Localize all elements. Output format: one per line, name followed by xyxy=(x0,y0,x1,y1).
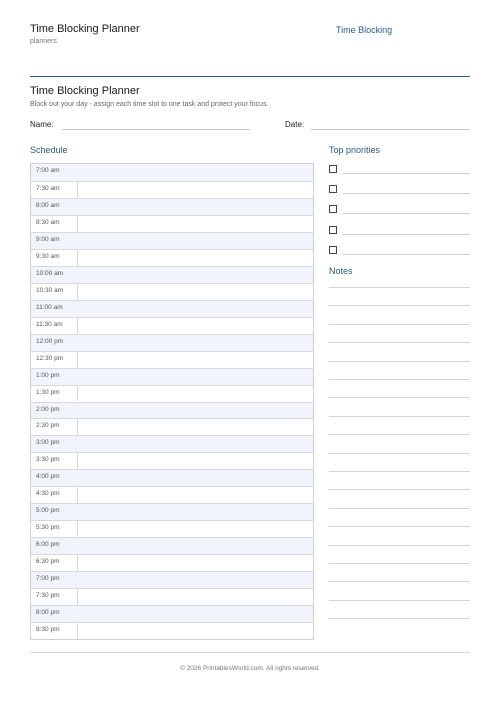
priorities-title: Top priorities xyxy=(329,145,381,155)
slot-time: 5:00 pm xyxy=(36,507,60,515)
schedule-slot[interactable] xyxy=(31,215,313,232)
schedule-slot[interactable] xyxy=(31,503,313,520)
schedule-grid xyxy=(30,163,314,640)
notes-line[interactable] xyxy=(329,379,470,380)
notes-line[interactable] xyxy=(329,342,470,343)
priority-checkbox[interactable] xyxy=(329,246,337,254)
slot-time: 8:30 am xyxy=(36,218,60,226)
schedule-slot[interactable] xyxy=(31,351,313,368)
slot-divider xyxy=(77,623,78,639)
slot-time: 3:00 pm xyxy=(36,439,60,447)
schedule-slot[interactable] xyxy=(31,435,313,452)
date-field-line[interactable] xyxy=(311,129,470,130)
notes-line[interactable] xyxy=(329,453,470,454)
schedule-slot[interactable] xyxy=(31,300,313,317)
schedule-slot[interactable] xyxy=(31,571,313,588)
slot-time: 11:00 am xyxy=(36,303,63,311)
priority-checkbox[interactable] xyxy=(329,205,337,213)
slot-time: 7:00 pm xyxy=(36,575,60,583)
schedule-slot[interactable] xyxy=(31,520,313,537)
slot-time: 4:00 pm xyxy=(36,473,60,481)
notes-line[interactable] xyxy=(329,563,470,564)
notes-line[interactable] xyxy=(329,287,470,288)
notes-line[interactable] xyxy=(329,361,470,362)
slot-time: 9:30 am xyxy=(36,252,60,260)
date-label: Date: xyxy=(285,120,305,129)
priority-line[interactable] xyxy=(343,193,470,194)
notes-line[interactable] xyxy=(329,324,470,325)
schedule-slot[interactable] xyxy=(31,486,313,503)
schedule-slot[interactable] xyxy=(31,452,313,469)
name-field-line[interactable] xyxy=(62,129,250,130)
schedule-slot[interactable] xyxy=(31,249,313,266)
priority-line[interactable] xyxy=(343,254,470,255)
slot-time: 7:30 am xyxy=(36,184,60,192)
slot-time: 10:00 am xyxy=(36,269,64,277)
schedule-slot[interactable] xyxy=(31,554,313,571)
slot-divider xyxy=(77,521,78,537)
slot-divider xyxy=(77,555,78,571)
schedule-slot[interactable] xyxy=(31,622,313,639)
slot-time: 8:30 pm xyxy=(36,626,60,634)
slot-divider xyxy=(77,352,78,368)
slot-divider xyxy=(77,487,78,503)
slot-time: 8:00 am xyxy=(36,201,60,209)
schedule-slot[interactable] xyxy=(31,368,313,385)
schedule-slot[interactable] xyxy=(31,164,313,181)
slot-time: 3:30 pm xyxy=(36,456,60,464)
notes-line[interactable] xyxy=(329,305,470,306)
schedule-slot[interactable] xyxy=(31,181,313,198)
name-label: Name: xyxy=(30,120,54,129)
slot-time: 1:00 pm xyxy=(36,371,60,379)
slot-time: 8:00 pm xyxy=(36,609,60,617)
schedule-slot[interactable] xyxy=(31,198,313,215)
notes-line[interactable] xyxy=(329,581,470,582)
schedule-slot[interactable] xyxy=(31,469,313,486)
slot-divider xyxy=(77,589,78,605)
notes-line[interactable] xyxy=(329,618,470,619)
slot-time: 5:30 pm xyxy=(36,524,60,532)
page-description: Block out your day - assign each time slot to one task and protect your focus. xyxy=(30,101,269,108)
slot-time: 12:00 pm xyxy=(36,337,64,345)
slot-time: 7:30 pm xyxy=(36,592,60,600)
notes-line[interactable] xyxy=(329,600,470,601)
slot-time: 1:30 pm xyxy=(36,388,60,396)
priority-checkbox[interactable] xyxy=(329,226,337,234)
slot-time: 7:00 am xyxy=(36,167,60,174)
slot-time: 11:30 am xyxy=(36,320,63,328)
priority-checkbox[interactable] xyxy=(329,185,337,193)
schedule-slot[interactable] xyxy=(31,537,313,554)
page-title: Time Blocking Planner xyxy=(30,85,140,97)
slot-time: 10:30 am xyxy=(36,286,64,294)
footer-copyright: © 2026 PrintablesWorld.com. All rights reserved. xyxy=(180,665,320,672)
notes-line[interactable] xyxy=(329,545,470,546)
priority-line[interactable] xyxy=(343,173,470,174)
schedule-slot[interactable] xyxy=(31,385,313,402)
slot-time: 9:00 am xyxy=(36,235,60,243)
slot-time: 6:00 pm xyxy=(36,541,60,549)
notes-line[interactable] xyxy=(329,508,470,509)
slot-time: 12:30 pm xyxy=(36,354,64,362)
header-divider xyxy=(30,76,470,77)
schedule-title: Schedule xyxy=(30,145,68,155)
slot-time: 4:30 pm xyxy=(36,490,60,498)
notes-title: Notes xyxy=(329,266,353,276)
slot-divider xyxy=(77,419,78,435)
schedule-slot[interactable] xyxy=(31,334,313,351)
notes-line[interactable] xyxy=(329,489,470,490)
header-title: Time Blocking Planner xyxy=(30,23,140,35)
notes-line[interactable] xyxy=(329,526,470,527)
schedule-slot[interactable] xyxy=(31,283,313,300)
priority-checkbox[interactable] xyxy=(329,165,337,173)
notes-line[interactable] xyxy=(329,471,470,472)
slot-divider xyxy=(77,318,78,334)
notes-line[interactable] xyxy=(329,416,470,417)
schedule-slot[interactable] xyxy=(31,418,313,435)
priority-line[interactable] xyxy=(343,213,470,214)
slot-divider xyxy=(77,216,78,232)
notes-line[interactable] xyxy=(329,434,470,435)
slot-time: 2:00 pm xyxy=(36,405,60,413)
slot-time: 2:30 pm xyxy=(36,422,60,430)
schedule-slot[interactable] xyxy=(31,232,313,249)
schedule-slot[interactable] xyxy=(31,605,313,622)
schedule-slot[interactable] xyxy=(31,317,313,334)
header-category: planners xyxy=(30,38,57,45)
slot-divider xyxy=(77,250,78,266)
header-tag: Time Blocking xyxy=(336,25,393,35)
schedule-slot[interactable] xyxy=(31,402,313,419)
slot-divider xyxy=(77,386,78,402)
slot-divider xyxy=(77,453,78,469)
schedule-slot[interactable] xyxy=(31,266,313,283)
footer-divider xyxy=(30,652,470,653)
slot-divider xyxy=(77,284,78,300)
schedule-slot[interactable] xyxy=(31,588,313,605)
notes-line[interactable] xyxy=(329,397,470,398)
slot-time: 6:30 pm xyxy=(36,558,60,566)
slot-divider xyxy=(77,182,78,198)
priority-line[interactable] xyxy=(343,234,470,235)
